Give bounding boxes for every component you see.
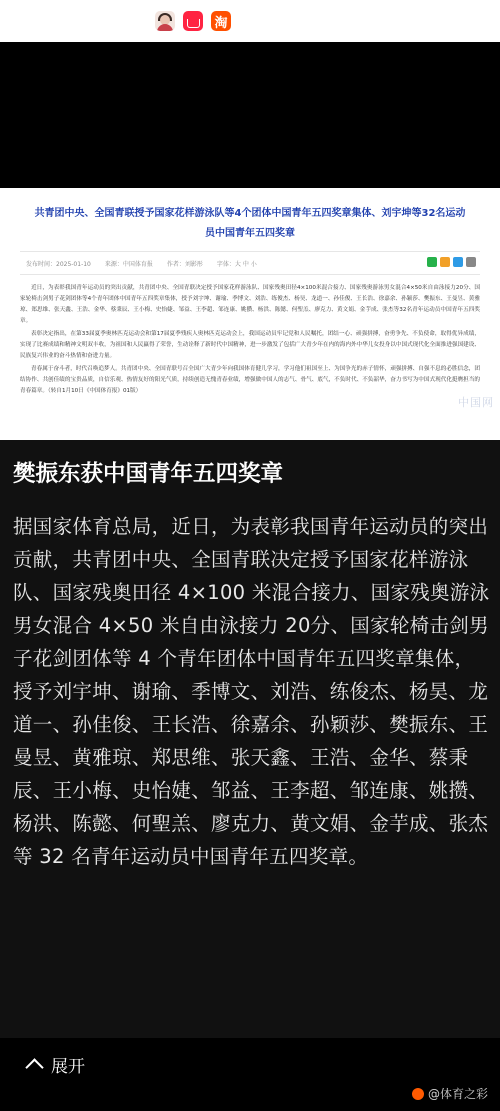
news-paragraph-3: 青春属于奋斗者，时代召唤追梦人。共青团中央、全国青联号召全国广大青少年向我国体育健儿学习，学习他们祖国至上、为国争光的赤子情怀，顽强拼搏、自强不息的必胜信念，团结协作、共创佳绩的宝贵品质，自信乐观、热情友好的阳光气质，持续创造无愧青春业绩，增强做中国人的志气、骨气、底气，不负时代、不负韶华，奋力书写为中国式现代化挺膺担当的青春篇章。（转自1月10日《中国体育报》01版） [20, 366, 480, 394]
brand-logo-icon [412, 1088, 424, 1100]
news-font-size: 字体：大 中 小 [216, 260, 257, 268]
news-paragraph-1: 近日，为表彰我国青年运动员的突出贡献，共青团中央、全国青联决定授予国家花样游泳队、国家残奥田径4×100米混合接力、国家残奥游泳男女混合4×50米自由泳接力20分、国家轮椅击剑男子花剑团体等4个青年团体中国青年五四奖章集体，授予刘宇坤、谢瑜、季博文、刘浩、练俊杰、杨昊、龙道一、孙佳俊、王长浩、徐嘉余、孙颖莎、樊振东、王曼昱、黄雅琼、郑思维、张天鑫、王浩、金华、蔡秉辰、王小梅、史怡婕、邹益、王李超、邹连康、姚攒、杨洪、陈懿、何聖羔、廖克力、黄文娟、金芋成、张杰等32名青年运动员中国青年五四奖章。 [20, 285, 480, 324]
top-app-strip [0, 0, 500, 42]
embedded-news-screenshot [0, 188, 500, 440]
avatar-app-icon[interactable] [155, 11, 175, 31]
footer-brand [412, 1085, 488, 1102]
wechat-share-icon[interactable] [427, 257, 437, 267]
expand-button[interactable] [28, 1052, 85, 1077]
share-icons [427, 257, 476, 267]
taobao-icon[interactable]: 淘 [211, 11, 231, 31]
article-headline: 樊振东获中国青年五四奖章 [13, 461, 284, 487]
article-section [0, 440, 500, 1060]
news-paragraph-2: 表彰决定指出，在第33届夏季奥林匹克运动会和第17届夏季残疾人奥林匹克运动会上，我国运动员牢记党和人民嘱托，团结一心、顽强拼搏，奋勇争先、不负使命，取得优异成绩，实现了比赛成绩和精神文明双丰收，为祖国和人民赢得了荣誉，生动诠释了新时代中国精神，进一步激发了包括广大青少年在内的海内外中华儿女投身以中国式现代化全面推进强国建设、民族复兴伟业的奋斗热情和奋进力量。 [20, 331, 480, 359]
expand-label: 展开 [51, 1057, 85, 1077]
shopping-bag-icon[interactable] [183, 11, 203, 31]
news-date: 发布时间：2025-01-10 [26, 260, 91, 268]
brand-name: @体育之彩 [427, 1087, 488, 1101]
news-body [20, 283, 480, 397]
chevron-up-icon [25, 1058, 43, 1076]
more-share-icon[interactable] [466, 257, 476, 267]
article-body: 据国家体育总局，近日，为表彰我国青年运动员的突出贡献，共青团中央、全国青联决定授予国家花样游泳队、国家残奥田径 4×100 米混合接力、国家残奥游泳男女混合 4×50 米自由泳接力 20分、国家轮椅击剑男子花剑团体等 4 个青年团体中国青年五四奖章集体，授予刘宇坤、谢瑜、季博文、刘浩、练俊杰、杨昊、龙道一、孙佳俊、王长浩、徐嘉余、孙颖莎、樊振东、王曼昱、黄雅琼、郑思维、张天鑫、王浩、金华、蔡秉辰、王小梅、史怡婕、邹益、王李超、邹连康、姚攒、杨洪、陈懿、何聖羔、廖克力、黄文娟、金芋成、张杰等 32 名青年运动员中国青年五四奖章。 [13, 515, 490, 868]
news-watermark: 中国网 [458, 396, 494, 409]
news-author: 作者：刘影彤 [166, 260, 203, 268]
qq-share-icon[interactable] [453, 257, 463, 267]
news-title: 共青团中央、全国青联授予国家花样游泳队等4个团体中国青年五四奖章集体、刘宇坤等32名运动员中国青年五四奖章 [34, 208, 466, 239]
expand-bar [0, 1038, 500, 1111]
news-meta-bar [20, 251, 480, 275]
news-source: 来源：中国体育报 [104, 260, 153, 268]
weibo-share-icon[interactable] [440, 257, 450, 267]
black-gap [0, 42, 500, 188]
